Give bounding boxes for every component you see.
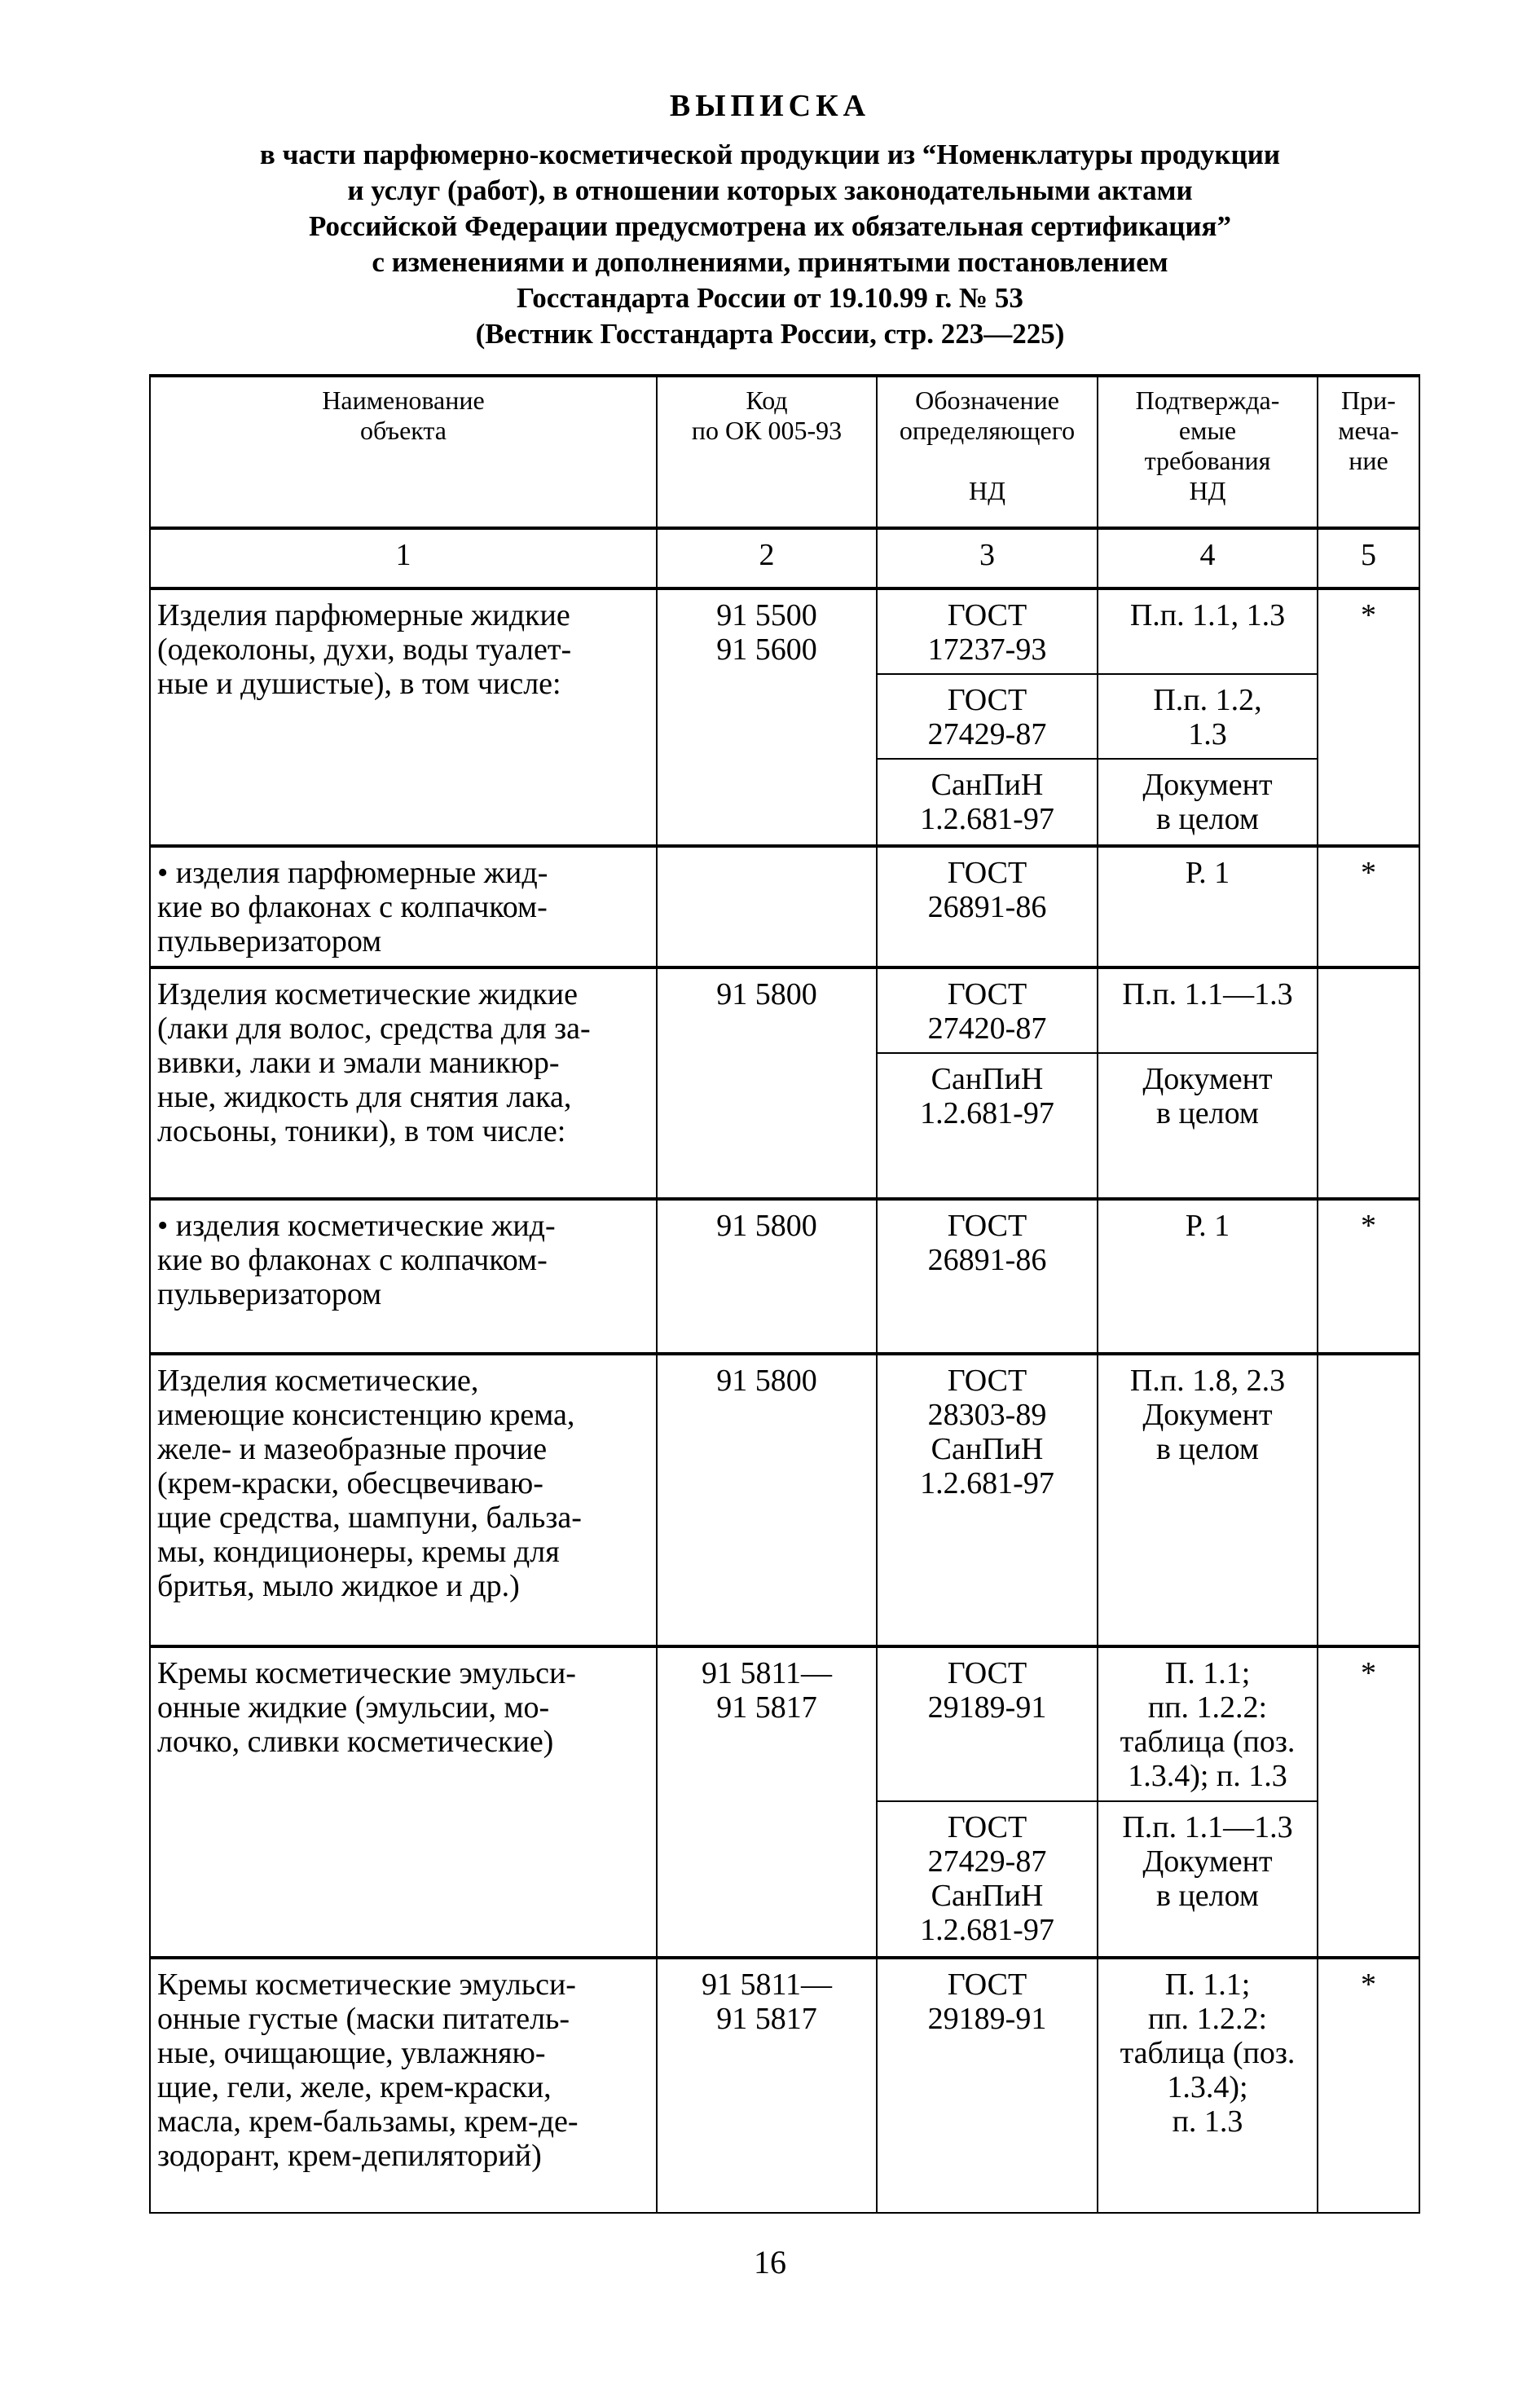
column-header-3: Обозначение определяющего НД	[876, 374, 1098, 528]
row-code: 91 5500 91 5600	[656, 587, 878, 846]
row-requirements: П. 1.1; пп. 1.2.2: таблица (поз. 1.3.4); п. 1.3	[1097, 1956, 1318, 2214]
row-code: 91 5811— 91 5817	[656, 1645, 878, 1958]
row-nd-designation: ГОСТ 27429-87	[876, 673, 1098, 760]
row-name: Изделия косметические, имеющие консистенцию крема, желе- и мазеобразные прочие (крем-краски, обесцвечиваю- щие средства, шампуни, бальза- мы, кондиционеры, кремы для бритья, мыло жидкое и др.)	[149, 1352, 658, 1646]
row-name: Кремы косметические эмульси- онные жидкие (эмульсии, мо- лочко, сливки косметические)	[149, 1645, 658, 1958]
row-code	[656, 844, 878, 967]
column-header-5: При- меча- ние	[1317, 374, 1420, 528]
document-subtitle: в части парфюмерно-косметической продукции из “Номенклатуры продукции и услуг (работ), в отношении которых законодательными актами Российской Федерации предусмотрена их обязательная сертификация” с изменениями и дополнениями, принятыми постановлением Госстандарта России от 19.10.99 г. № 53 (Вестник Госстандарта России, стр. 223—225)	[259, 139, 1281, 350]
row-code: 91 5811— 91 5817	[656, 1956, 878, 2214]
row-requirements: П.п. 1.2, 1.3	[1097, 673, 1318, 760]
row-note	[1317, 966, 1420, 1199]
row-nd-designation: ГОСТ 26891-86	[876, 844, 1098, 967]
row-note: *	[1317, 587, 1420, 846]
column-number-1: 1	[149, 527, 658, 588]
row-requirements: П.п. 1.8, 2.3 Документ в целом	[1097, 1352, 1318, 1646]
column-number-2: 2	[656, 527, 878, 588]
row-code: 91 5800	[656, 966, 878, 1199]
document-title: ВЫПИСКА	[669, 89, 871, 123]
row-requirements: Документ в целом	[1097, 758, 1318, 846]
column-number-4: 4	[1097, 527, 1318, 588]
row-nd-designation: ГОСТ 27420-87	[876, 966, 1098, 1054]
row-requirements: Р. 1	[1097, 1197, 1318, 1354]
row-code: 91 5800	[656, 1197, 878, 1354]
row-requirements: Документ в целом	[1097, 1052, 1318, 1199]
row-nd-designation: ГОСТ 29189-91	[876, 1645, 1098, 1802]
row-requirements: П.п. 1.1, 1.3	[1097, 587, 1318, 675]
row-note: *	[1317, 844, 1420, 967]
row-name: Изделия косметические жидкие (лаки для волос, средства для за- вивки, лаки и эмали маникюр- ные, жидкость для снятия лака, лосьоны, тоники), в том числе:	[149, 966, 658, 1199]
column-header-2: Код по ОК 005-93	[656, 374, 878, 528]
row-name: • изделия косметические жид- кие во флаконах с колпачком- пульверизатором	[149, 1197, 658, 1354]
row-code: 91 5800	[656, 1352, 878, 1646]
row-nd-designation: ГОСТ 17237-93	[876, 587, 1098, 675]
column-header-4: Подтвержда- емые требования НД	[1097, 374, 1318, 528]
row-requirements: П.п. 1.1—1.3	[1097, 966, 1318, 1054]
column-number-5: 5	[1317, 527, 1420, 588]
row-nd-designation: ГОСТ 27429-87 СанПиН 1.2.681-97	[876, 1800, 1098, 1958]
column-header-1: Наименование объекта	[149, 374, 658, 528]
row-name: Изделия парфюмерные жидкие (одеколоны, духи, воды туалет- ные и душистые), в том числе:	[149, 587, 658, 846]
row-nd-designation: СанПиН 1.2.681-97	[876, 1052, 1098, 1199]
row-nd-designation: ГОСТ 29189-91	[876, 1956, 1098, 2214]
row-nd-designation: ГОСТ 28303-89 СанПиН 1.2.681-97	[876, 1352, 1098, 1646]
row-requirements: П. 1.1; пп. 1.2.2: таблица (поз. 1.3.4); п. 1.3	[1097, 1645, 1318, 1802]
row-note: *	[1317, 1956, 1420, 2214]
row-note: *	[1317, 1197, 1420, 1354]
column-number-3: 3	[876, 527, 1098, 588]
row-nd-designation: СанПиН 1.2.681-97	[876, 758, 1098, 846]
row-requirements: П.п. 1.1—1.3 Документ в целом	[1097, 1800, 1318, 1958]
row-nd-designation: ГОСТ 26891-86	[876, 1197, 1098, 1354]
row-requirements: Р. 1	[1097, 844, 1318, 967]
row-note	[1317, 1352, 1420, 1646]
row-note: *	[1317, 1645, 1420, 1958]
page-number: 16	[754, 2244, 786, 2280]
row-name: • изделия парфюмерные жид- кие во флаконах с колпачком- пульверизатором	[149, 844, 658, 967]
row-name: Кремы косметические эмульси- онные густые (маски питатель- ные, очищающие, увлажняю- щие, гели, желе, крем-краски, масла, крем-бальзамы, крем-де- зодорант, крем-депиляторий)	[149, 1956, 658, 2214]
